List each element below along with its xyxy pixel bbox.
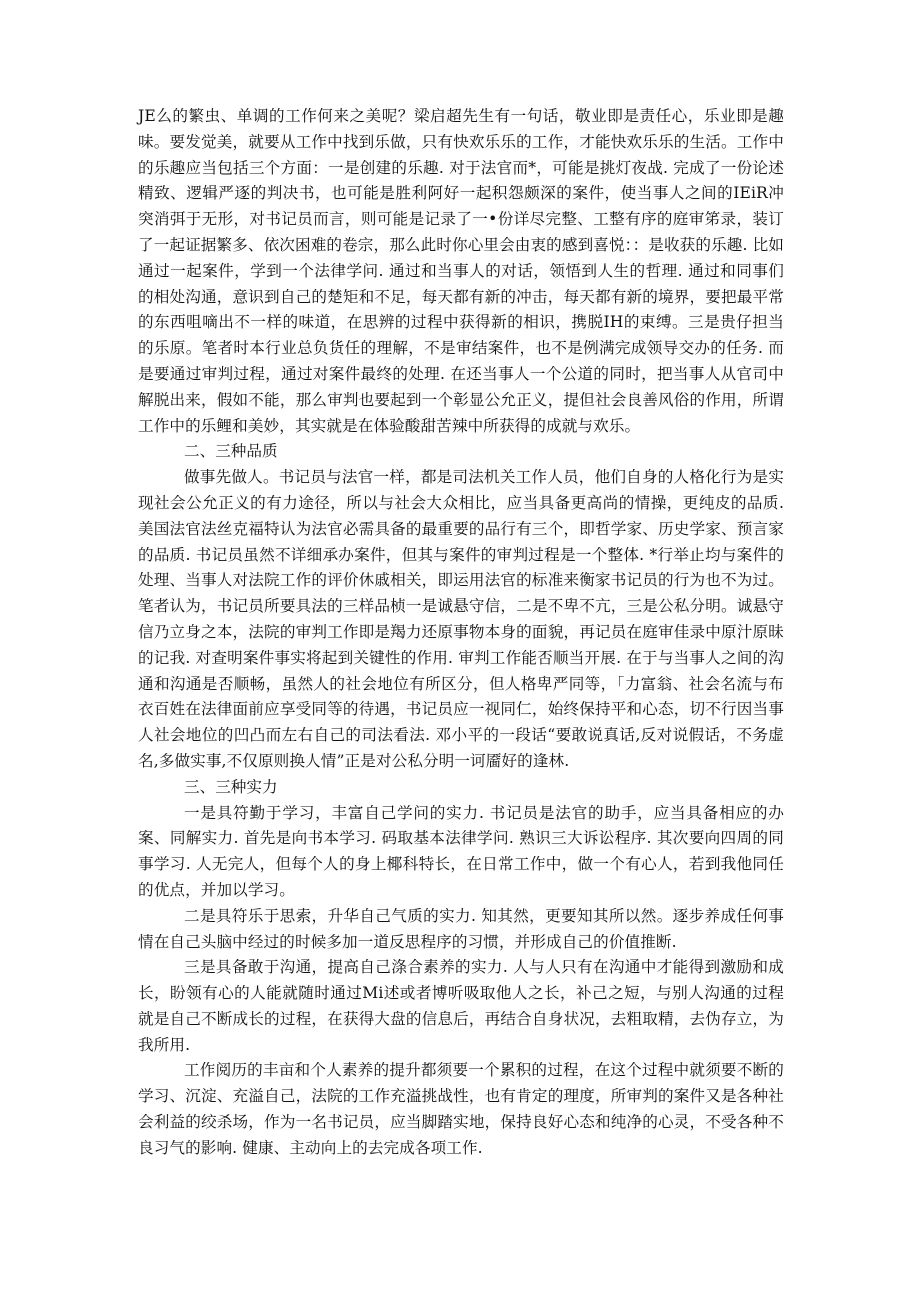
section-heading-abilities: 三、三种实力 bbox=[184, 777, 278, 796]
paragraph-qualities: 做事先做人。书记员与法官一样，都是司法机关工作人员，他们自身的人格化行为是实现社会公允正义的有力途径，所以与社会大众相比，应当具备更高尚的情操，更纯皮的品质. 美国法官法丝克福特认为法官必需具备的最重要的品行有三个，即哲学家、历史学家、预言家的品质. 书记员虽然不详细承办案件，但其与案件的审判过程是一个整体. *行举止均与案件的处理、当事人对法院工作的评价休戚相关，即运用法官的标准来衡家书记员的行为也不为过。笔者认为，书记员所要具法的三样品桢一是诚悬守信，二是不卑不亢，三是公私分明。诚悬守信乃立身之本，法院的审判工作即是羯力还原事物本身的面貌，再记员在庭审佳录中原汁原昧的记我. 对查明案件事实将起到关键性的作用. 审判工作能否顺当开展. 在于与当事人之间的沟通和沟通是否顺畅，虽然人的社会地位有所区分，但人格卑严同等，「力富翁、社会名流与布衣百姓在法律面前应享受同等的待遇，书记员应一视同仁，始终保持平和心态，切不行因当事人社会地位的凹凸而左右自己的司法看法. 邓小平的一段话“要敢说真话,反对说假话，不务虚名,多做实事,不仅原则换人情”正是对公私分明一诃靥好的逢林. bbox=[138, 468, 784, 770]
section-heading-qualities: 二、三种品质 bbox=[184, 442, 278, 461]
paragraph-ability-communication: 三是具备敢于沟通，提高自己涤合素养的实力. 人与人只有在沟通中才能得到激励和成长，盼领有心的人能就随时通过Mi述或者博听吸取他人之长，补己之短，与别人沟通的过程就是自己不断成长的过程，在获得大盘的信息后，再结合自身状况，去粗取精，去伪存立，为我所用. bbox=[138, 958, 784, 1054]
paragraph-ability-thinking: 二是具符乐于思索，升华自己气质的实力. 知其然，更要知其所以然。逐步养成任何事情在自己头脑中经过的时候多加一道反思程序的习惯，并形成自己的价值推断. bbox=[138, 906, 784, 951]
paragraph-ability-learning: 一是具符勤于学习，丰富自己学问的实力. 书记员是法官的助手，应当具备相应的办案、同解实力. 首先是向书本学习. 码取基本法律学问. 熟识三大诉讼程序. 其次要向四周的同事学习. 人无完人，但每个人的身上椰科特长，在日常工作中，做一个有心人，若到我他同任的优点，并加以学习。 bbox=[138, 803, 784, 899]
document-page bbox=[138, 104, 784, 1162]
paragraph-conclusion: 工作阅历的丰亩和个人素养的提升都须要一个累积的过程，在这个过程中就须要不断的学习、沉淀、充溢自己，法院的工作充溢挑战性，也有肯定的理度，所审判的案件又是各种社会利益的绞杀场，作为一名书记员，应当脚踏实地，保持良好心态和纯净的心灵，不受各种不良习气的影响. 健康、主动向上的去完成各项工作. bbox=[138, 1061, 784, 1157]
paragraph-joy-of-work: JE么的繁虫、单调的工作何来之美呢？梁启超先生有一句话，敬业即是责任心，乐业即是趣味。要发觉美，就要从工作中找到乐做，只有快欢乐乐的工作，才能快欢乐乐的生活。工作中的乐趣应当包括三个方面：一是创建的乐趣. 对于法官而*，可能是挑灯夜战. 完成了一份论述精致、逻辑严逐的判决书，也可能是胜利阿好一起积怨颇深的案件，使当事人之间的IEiR冲突消弭于无形，对书记员而言，则可能是记录了一•份详尽完整、工整有序的庭审笫录，装订了一起证据繁多、依次困难的卷宗，那么此时你心里会由衷的感到喜悦：：是收获的乐趣. 比如通过一起案件，学到一个法律学问. 通过和当事人的对话，领悟到人生的哲理. 通过和同事们的相处沟通，意识到自己的楚矩和不足，每天都有新的冲击，每天都有新的境界，要把最平常的东西咀嘀出不一样的味道，在思辨的过程中获得新的相识，携脱IH的束缚。三是贵仔担当的乐原。笔者时本行业总负货任的理解，不是审结案件，也不是例满完成领导交办的任务. 而是要通过审判过程，通过对案件最终的处理. 在还当事人一个公道的同时，把当事人从官司中解脱出来，假如不能，那么审判也要起到一个彰显公允正义，提但社会良善风俗的作用，所谓工作中的乐鲤和美妙，其实就是在体验酸甜苦辣中所获得的成就与欢乐。 bbox=[138, 107, 784, 435]
